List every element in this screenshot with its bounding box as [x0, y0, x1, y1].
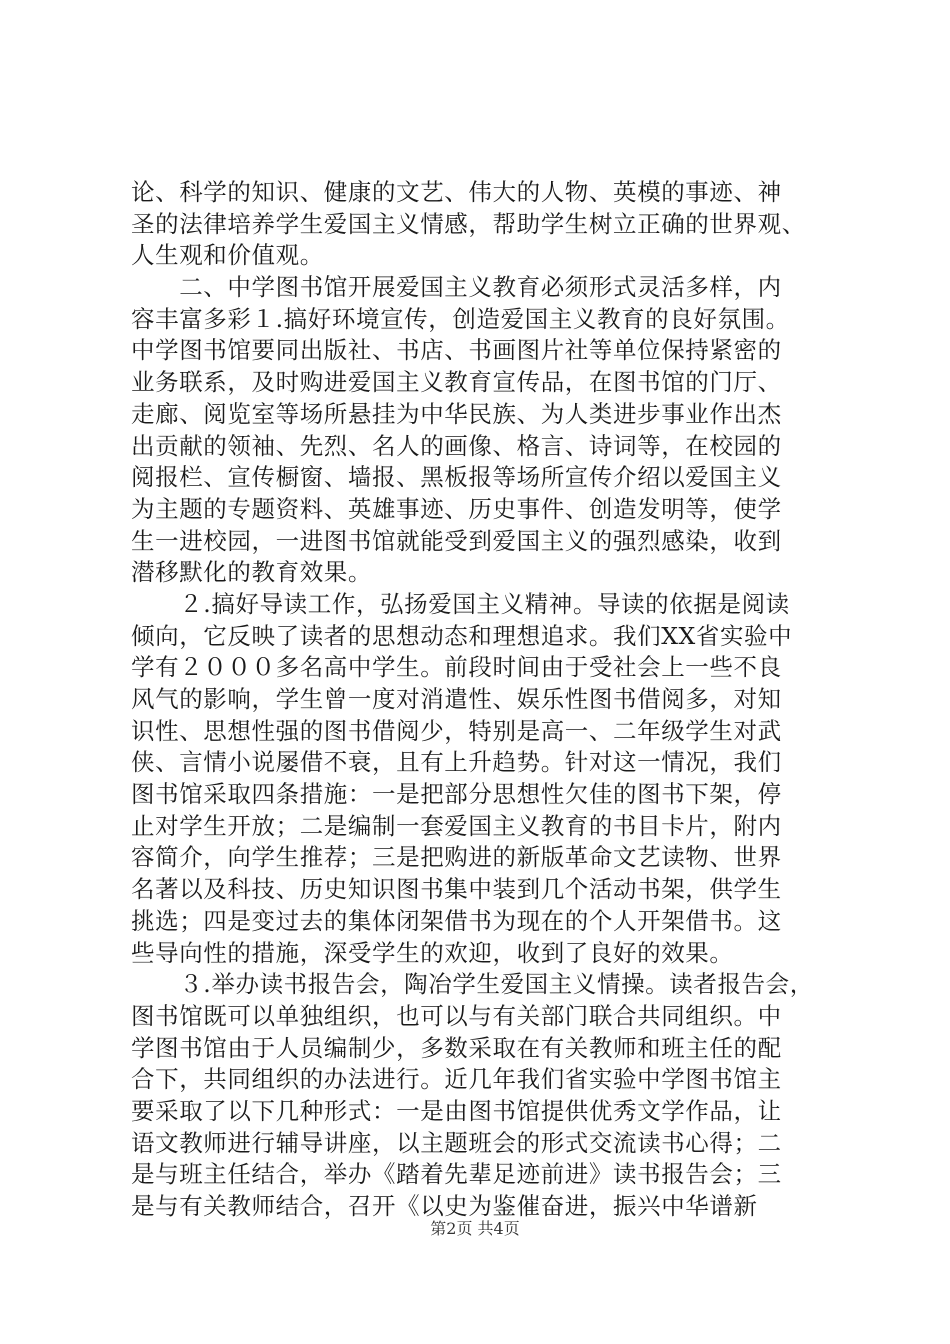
text-line: 中学图书馆要同出版社、书店、书画图片社等单位保持紧密的: [131, 336, 782, 365]
text-line: 止对学生开放；二是编制一套爱国主义教育的书目卡片，附内: [131, 811, 782, 840]
text-line: 倾向，它反映了读者的思想动态和理想追求。我们XX省实验中: [131, 621, 793, 650]
text-line: 二、中学图书馆开展爱国主义教育必须形式灵活多样，内: [131, 273, 782, 302]
page-footer: 第2页 共4页: [430, 1219, 520, 1238]
text-line: 容简介，向学生推荐；三是把购进的新版革命文艺读物、世界: [131, 843, 782, 872]
text-line: 为主题的专题资料、英雄事迹、历史事件、创造发明等，使学: [131, 494, 782, 523]
text-line: 学有２０００多名高中学生。前段时间由于受社会上一些不良: [131, 653, 782, 682]
text-line: 图书馆既可以单独组织，也可以与有关部门联合共同组织。中: [131, 1001, 782, 1030]
text-line: ２.搞好导读工作，弘扬爱国主义精神。导读的依据是阅读: [131, 589, 790, 618]
text-line: 图书馆采取四条措施：一是把部分思想性欠佳的图书下架，停: [131, 780, 782, 809]
document-body: [131, 177, 831, 1223]
text-line: 些导向性的措施，深受学生的欢迎，收到了良好的效果。: [131, 938, 734, 967]
text-line: 侠、言情小说屡借不衰，且有上升趋势。针对这一情况，我们: [131, 748, 782, 777]
text-line: 识性、思想性强的图书借阅少，特别是高一、二年级学生对武: [131, 716, 782, 745]
text-line: 潜移默化的教育效果。: [131, 558, 372, 587]
text-line: 风气的影响，学生曾一度对消遣性、娱乐性图书借阅多，对知: [131, 685, 782, 713]
text-line: 论、科学的知识、健康的文艺、伟大的人物、英模的事迹、神: [131, 178, 782, 206]
text-line: 学图书馆由于人员编制少，多数采取在有关教师和班主任的配: [131, 1033, 782, 1062]
text-line: 合下，共同组织的办法进行。近几年我们省实验中学图书馆主: [131, 1065, 782, 1094]
text-line: 圣的法律培养学生爱国主义情感，帮助学生树立正确的世界观、: [131, 209, 806, 238]
text-line: ３.举办读书报告会，陶冶学生爱国主义情操。读者报告会，: [131, 970, 814, 999]
text-line: 要采取了以下几种形式：一是由图书馆提供优秀文学作品，让: [131, 1096, 782, 1125]
text-line: 生一进校园，一进图书馆就能受到爱国主义的强烈感染，收到: [131, 526, 782, 555]
text-line: 阅报栏、宣传橱窗、墙报、黑板报等场所宣传介绍以爱国主义: [131, 463, 782, 492]
text-line: 走廊、阅览室等场所悬挂为中华民族、为人类进步事业作出杰: [131, 399, 782, 428]
text-line: 人生观和价值观。: [131, 241, 324, 270]
text-line: 出贡献的领袖、先烈、名人的画像、格言、诗词等，在校园的: [131, 431, 782, 460]
text-line: 挑选；四是变过去的集体闭架借书为现在的个人开架借书。这: [131, 906, 782, 935]
text-line: 容丰富多彩１.搞好环境宣传，创造爱国主义教育的良好氛围。: [131, 304, 790, 333]
text-line: 语文教师进行辅导讲座，以主题班会的形式交流读书心得；二: [131, 1128, 782, 1157]
text-line: 业务联系，及时购进爱国主义教育宣传品，在图书馆的门厅、: [131, 368, 782, 397]
text-line: 是与班主任结合，举办《踏着先辈足迹前进》读书报告会；三: [131, 1160, 782, 1189]
text-line: 是与有关教师结合，召开《以史为鉴催奋进，振兴中华谱新: [131, 1192, 758, 1220]
text-line: 名著以及科技、历史知识图书集中装到几个活动书架，供学生: [131, 875, 782, 904]
